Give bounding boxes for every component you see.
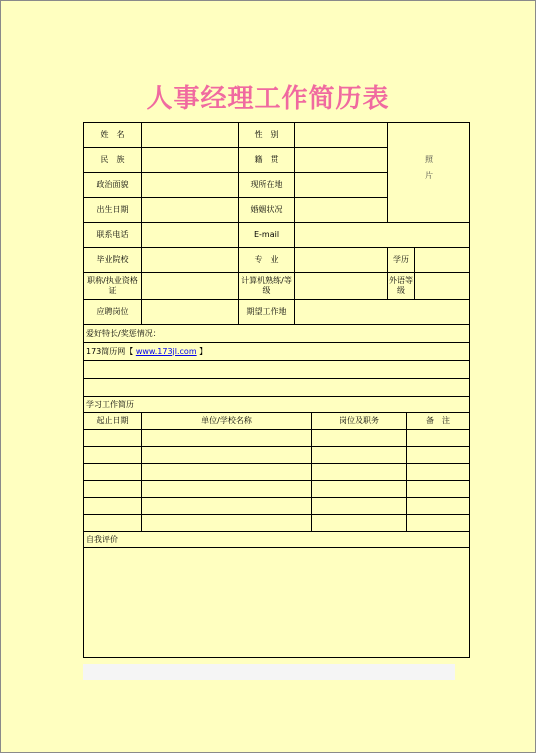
hobbies-site-line [84, 343, 470, 361]
site-link[interactable]: www.173jl.com [135, 346, 197, 356]
exp-unit-cell[interactable] [142, 430, 312, 447]
exp-note-cell[interactable] [407, 481, 470, 498]
phone-label: 联系电话 [84, 223, 142, 248]
exp-date-cell[interactable] [84, 515, 142, 532]
gender-label: 性 别 [239, 123, 295, 148]
position-field[interactable] [142, 300, 239, 325]
language-field[interactable] [415, 273, 470, 300]
experience-label: 学习工作简历 [84, 397, 470, 413]
exp-date-cell[interactable] [84, 498, 142, 515]
exp-note-cell[interactable] [407, 430, 470, 447]
exp-note-cell[interactable] [407, 515, 470, 532]
page-title: 人事经理工作简历表 [146, 84, 390, 114]
politics-label: 政治面貌 [84, 173, 142, 198]
title-cert-field[interactable] [142, 273, 239, 300]
major-label: 专 业 [239, 248, 295, 273]
exp-role-cell[interactable] [312, 430, 407, 447]
origin-field[interactable] [295, 148, 388, 173]
name-field[interactable] [142, 123, 239, 148]
exp-role-cell[interactable] [312, 498, 407, 515]
resume-form-table [83, 122, 470, 658]
hobbies-label: 爱好特长/奖惩情况： [84, 325, 470, 343]
hobbies-blank-row[interactable] [84, 361, 470, 379]
photo-box[interactable] [388, 123, 470, 223]
exp-date-cell[interactable] [84, 430, 142, 447]
footer-band [83, 664, 455, 680]
origin-label: 籍 贯 [239, 148, 295, 173]
email-field[interactable] [295, 223, 470, 248]
title-cert-label: 职称/执业资格证 [84, 273, 142, 300]
residence-label: 现所在地 [239, 173, 295, 198]
site-prefix: 173简历网【 [86, 346, 134, 356]
expected-location-label: 期望工作地 [239, 300, 295, 325]
self-eval-field[interactable] [84, 548, 470, 658]
gender-field[interactable] [295, 123, 388, 148]
phone-field[interactable] [142, 223, 239, 248]
email-label: E-mail [239, 223, 295, 248]
exp-unit-cell[interactable] [142, 498, 312, 515]
birth-label: 出生日期 [84, 198, 142, 223]
expected-location-field[interactable] [295, 300, 470, 325]
residence-field[interactable] [295, 173, 388, 198]
col-note-header: 备 注 [407, 413, 470, 430]
exp-note-cell[interactable] [407, 464, 470, 481]
ethnicity-label: 民 族 [84, 148, 142, 173]
col-unit-header: 单位/学校名称 [142, 413, 312, 430]
birth-field[interactable] [142, 198, 239, 223]
hobbies-blank-row[interactable] [84, 379, 470, 397]
computer-label: 计算机熟练/等级 [239, 273, 295, 300]
ethnicity-field[interactable] [142, 148, 239, 173]
col-date-header: 起止日期 [84, 413, 142, 430]
school-field[interactable] [142, 248, 239, 273]
exp-note-cell[interactable] [407, 498, 470, 515]
degree-field[interactable] [415, 248, 470, 273]
exp-role-cell[interactable] [312, 464, 407, 481]
col-role-header: 岗位及职务 [312, 413, 407, 430]
site-suffix: 】 [199, 346, 208, 356]
exp-role-cell[interactable] [312, 447, 407, 464]
photo-label: 照片 [424, 155, 434, 187]
exp-date-cell[interactable] [84, 464, 142, 481]
marital-label: 婚姻状况 [239, 198, 295, 223]
degree-label: 学历 [388, 248, 415, 273]
computer-field[interactable] [295, 273, 388, 300]
major-field[interactable] [295, 248, 388, 273]
exp-unit-cell[interactable] [142, 464, 312, 481]
position-label: 应聘岗位 [84, 300, 142, 325]
self-eval-label: 自我评价 [84, 532, 470, 548]
exp-note-cell[interactable] [407, 447, 470, 464]
exp-unit-cell[interactable] [142, 481, 312, 498]
name-label: 姓 名 [84, 123, 142, 148]
exp-date-cell[interactable] [84, 481, 142, 498]
language-label: 外语等级 [388, 273, 415, 300]
exp-unit-cell[interactable] [142, 447, 312, 464]
politics-field[interactable] [142, 173, 239, 198]
exp-role-cell[interactable] [312, 515, 407, 532]
exp-unit-cell[interactable] [142, 515, 312, 532]
school-label: 毕业院校 [84, 248, 142, 273]
exp-role-cell[interactable] [312, 481, 407, 498]
exp-date-cell[interactable] [84, 447, 142, 464]
marital-field[interactable] [295, 198, 388, 223]
